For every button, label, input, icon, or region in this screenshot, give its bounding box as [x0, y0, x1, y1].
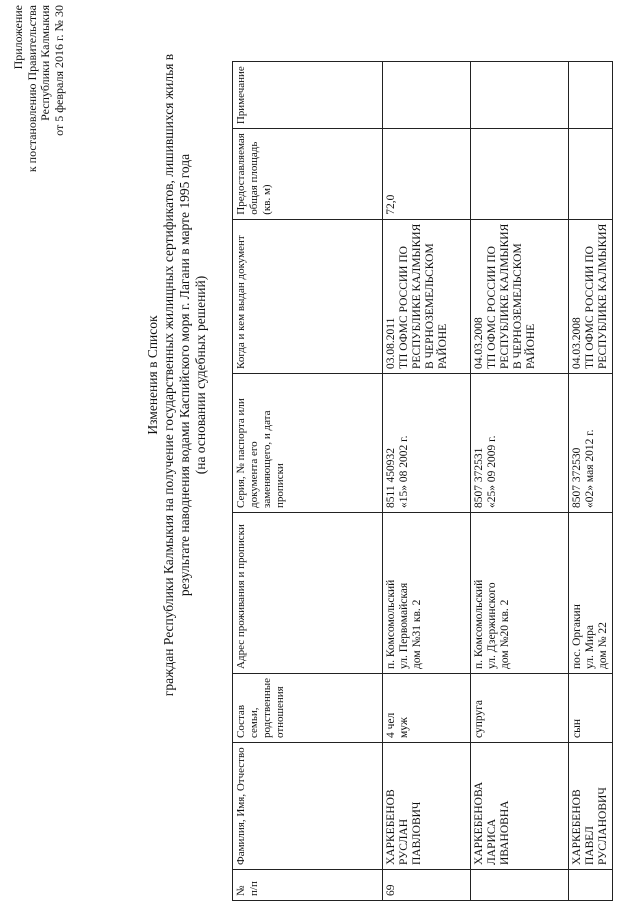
appendix-line: Приложение [11, 5, 25, 70]
address-line: ул. Дзержинского [486, 582, 498, 669]
passport-line: 8507 372531 [473, 447, 485, 508]
header-relation: Состав семьи, родственные отношения [233, 673, 383, 742]
row-address [383, 512, 471, 673]
address-line: ул. Первомайская [398, 582, 410, 669]
header-passport: Серия, № паспорта или документа его заменяющего, и дата прописки [233, 373, 383, 512]
address-line: дом №31 кв. 2 [411, 599, 423, 669]
table-row [569, 62, 613, 901]
row-note [569, 62, 613, 129]
header-area: Предоставляемая общая площадь (кв. м) [233, 129, 383, 220]
name-line: ХАРКЕБЕНОВА [473, 781, 485, 865]
row-num: 69 [383, 870, 471, 901]
row-num [471, 870, 569, 901]
row-name [383, 743, 471, 870]
relation-line: муж [398, 717, 410, 738]
row-note [471, 62, 569, 129]
appendix-line: от 5 февраля 2016 г. № 30 [51, 5, 66, 136]
row-area [569, 129, 613, 220]
row-passport [569, 373, 613, 512]
title-line: результате наводнения водами Каспийского моря г. Лагани в марте 1995 года [177, 153, 192, 597]
name-line: ПАВЕЛ [584, 826, 596, 865]
header-address: Адрес проживания и прописки [233, 512, 383, 673]
name-line: ХАРКЕБЕНОВ [571, 789, 583, 865]
address-line: дом № 22 [597, 622, 609, 669]
name-line: ХАРКЕБЕНОВ [385, 789, 397, 865]
name-line: ПАВЛОВИЧ [411, 801, 423, 865]
table-row [383, 62, 471, 901]
issued-line: РЕСПУБЛИКЕ КАЛМЫКИЯ [597, 223, 609, 369]
issued-line: РЕСПУБЛИКЕ КАЛМЫКИЯ [499, 223, 511, 369]
header-note: Примечание [233, 62, 383, 129]
relation-line: 4 чел [385, 712, 397, 738]
row-name [569, 743, 613, 870]
address-line: п. Комсомольский [473, 579, 485, 669]
issued-line: 04.03.2008 [473, 317, 485, 369]
issued-line: РАЙОНЕ [437, 323, 449, 369]
document-title [145, 5, 209, 745]
issued-line: РАЙОНЕ [525, 323, 537, 369]
name-line: РУСЛАНОВИЧ [597, 787, 609, 865]
row-relation [569, 673, 613, 742]
appendix-block [12, 5, 66, 305]
passport-line: «25» 09 2009 г. [486, 435, 498, 508]
passport-line: 8507 372530 [571, 447, 583, 508]
row-relation [471, 673, 569, 742]
title-line: (на основании судебных решений) [193, 275, 208, 475]
row-address [471, 512, 569, 673]
row-name [471, 743, 569, 870]
issued-line: 03.08.2011 [385, 317, 397, 369]
passport-line: «02» мая 2012 г. [584, 429, 596, 508]
appendix-line: к постановлению Правительства [24, 5, 39, 173]
certificate-table [232, 61, 613, 901]
relation-line: сын [571, 719, 583, 738]
relation-line: супруга [473, 699, 485, 738]
title-line: Изменения в Список [145, 315, 160, 435]
row-relation [383, 673, 471, 742]
passport-line: 8511 450932 [385, 448, 397, 508]
row-issued [569, 219, 613, 373]
address-line: ул. Мира [584, 625, 596, 669]
appendix-line: Республики Калмыкия [38, 5, 52, 121]
issued-line: В ЧЕРНОЗЕМЕЛЬСКОМ [424, 243, 436, 369]
address-line: пос. Оргакин [571, 604, 583, 669]
row-note [383, 62, 471, 129]
row-area [471, 129, 569, 220]
row-issued [383, 219, 471, 373]
passport-line: «15» 08 2002 г. [398, 435, 410, 508]
issued-line: ТП ОФМС РОССИИ ПО [584, 246, 596, 369]
row-address [569, 512, 613, 673]
name-line: ИВАНОВНА [499, 800, 511, 865]
address-line: п. Комсомольский [385, 579, 397, 669]
row-passport [383, 373, 471, 512]
table-row [471, 62, 569, 901]
issued-line: 04.03.2008 [571, 317, 583, 369]
header-name: Фамилия, Имя, Отчество [233, 743, 383, 870]
row-issued [471, 219, 569, 373]
header-num: № п/п [233, 870, 383, 901]
issued-line: В ЧЕРНОЗЕМЕЛЬСКОМ [512, 243, 524, 369]
title-line: граждан Республики Калмыкия на получение государственных жилищных сертификатов, лишившихся жилья в [161, 53, 176, 697]
row-passport [471, 373, 569, 512]
row-num [569, 870, 613, 901]
issued-line: РЕСПУБЛИКЕ КАЛМЫКИЯ [411, 223, 423, 369]
name-line: ЛАРИСА [486, 818, 498, 865]
issued-line: ТП ОФМС РОССИИ ПО [398, 246, 410, 369]
address-line: дом №20 кв. 2 [499, 599, 511, 669]
header-issued: Когда и кем выдан документ [233, 219, 383, 373]
table-header-row [233, 62, 383, 901]
row-area: 72,0 [383, 129, 471, 220]
name-line: РУСЛАН [398, 818, 410, 865]
issued-line: ТП ОФМС РОССИИ ПО [486, 246, 498, 369]
